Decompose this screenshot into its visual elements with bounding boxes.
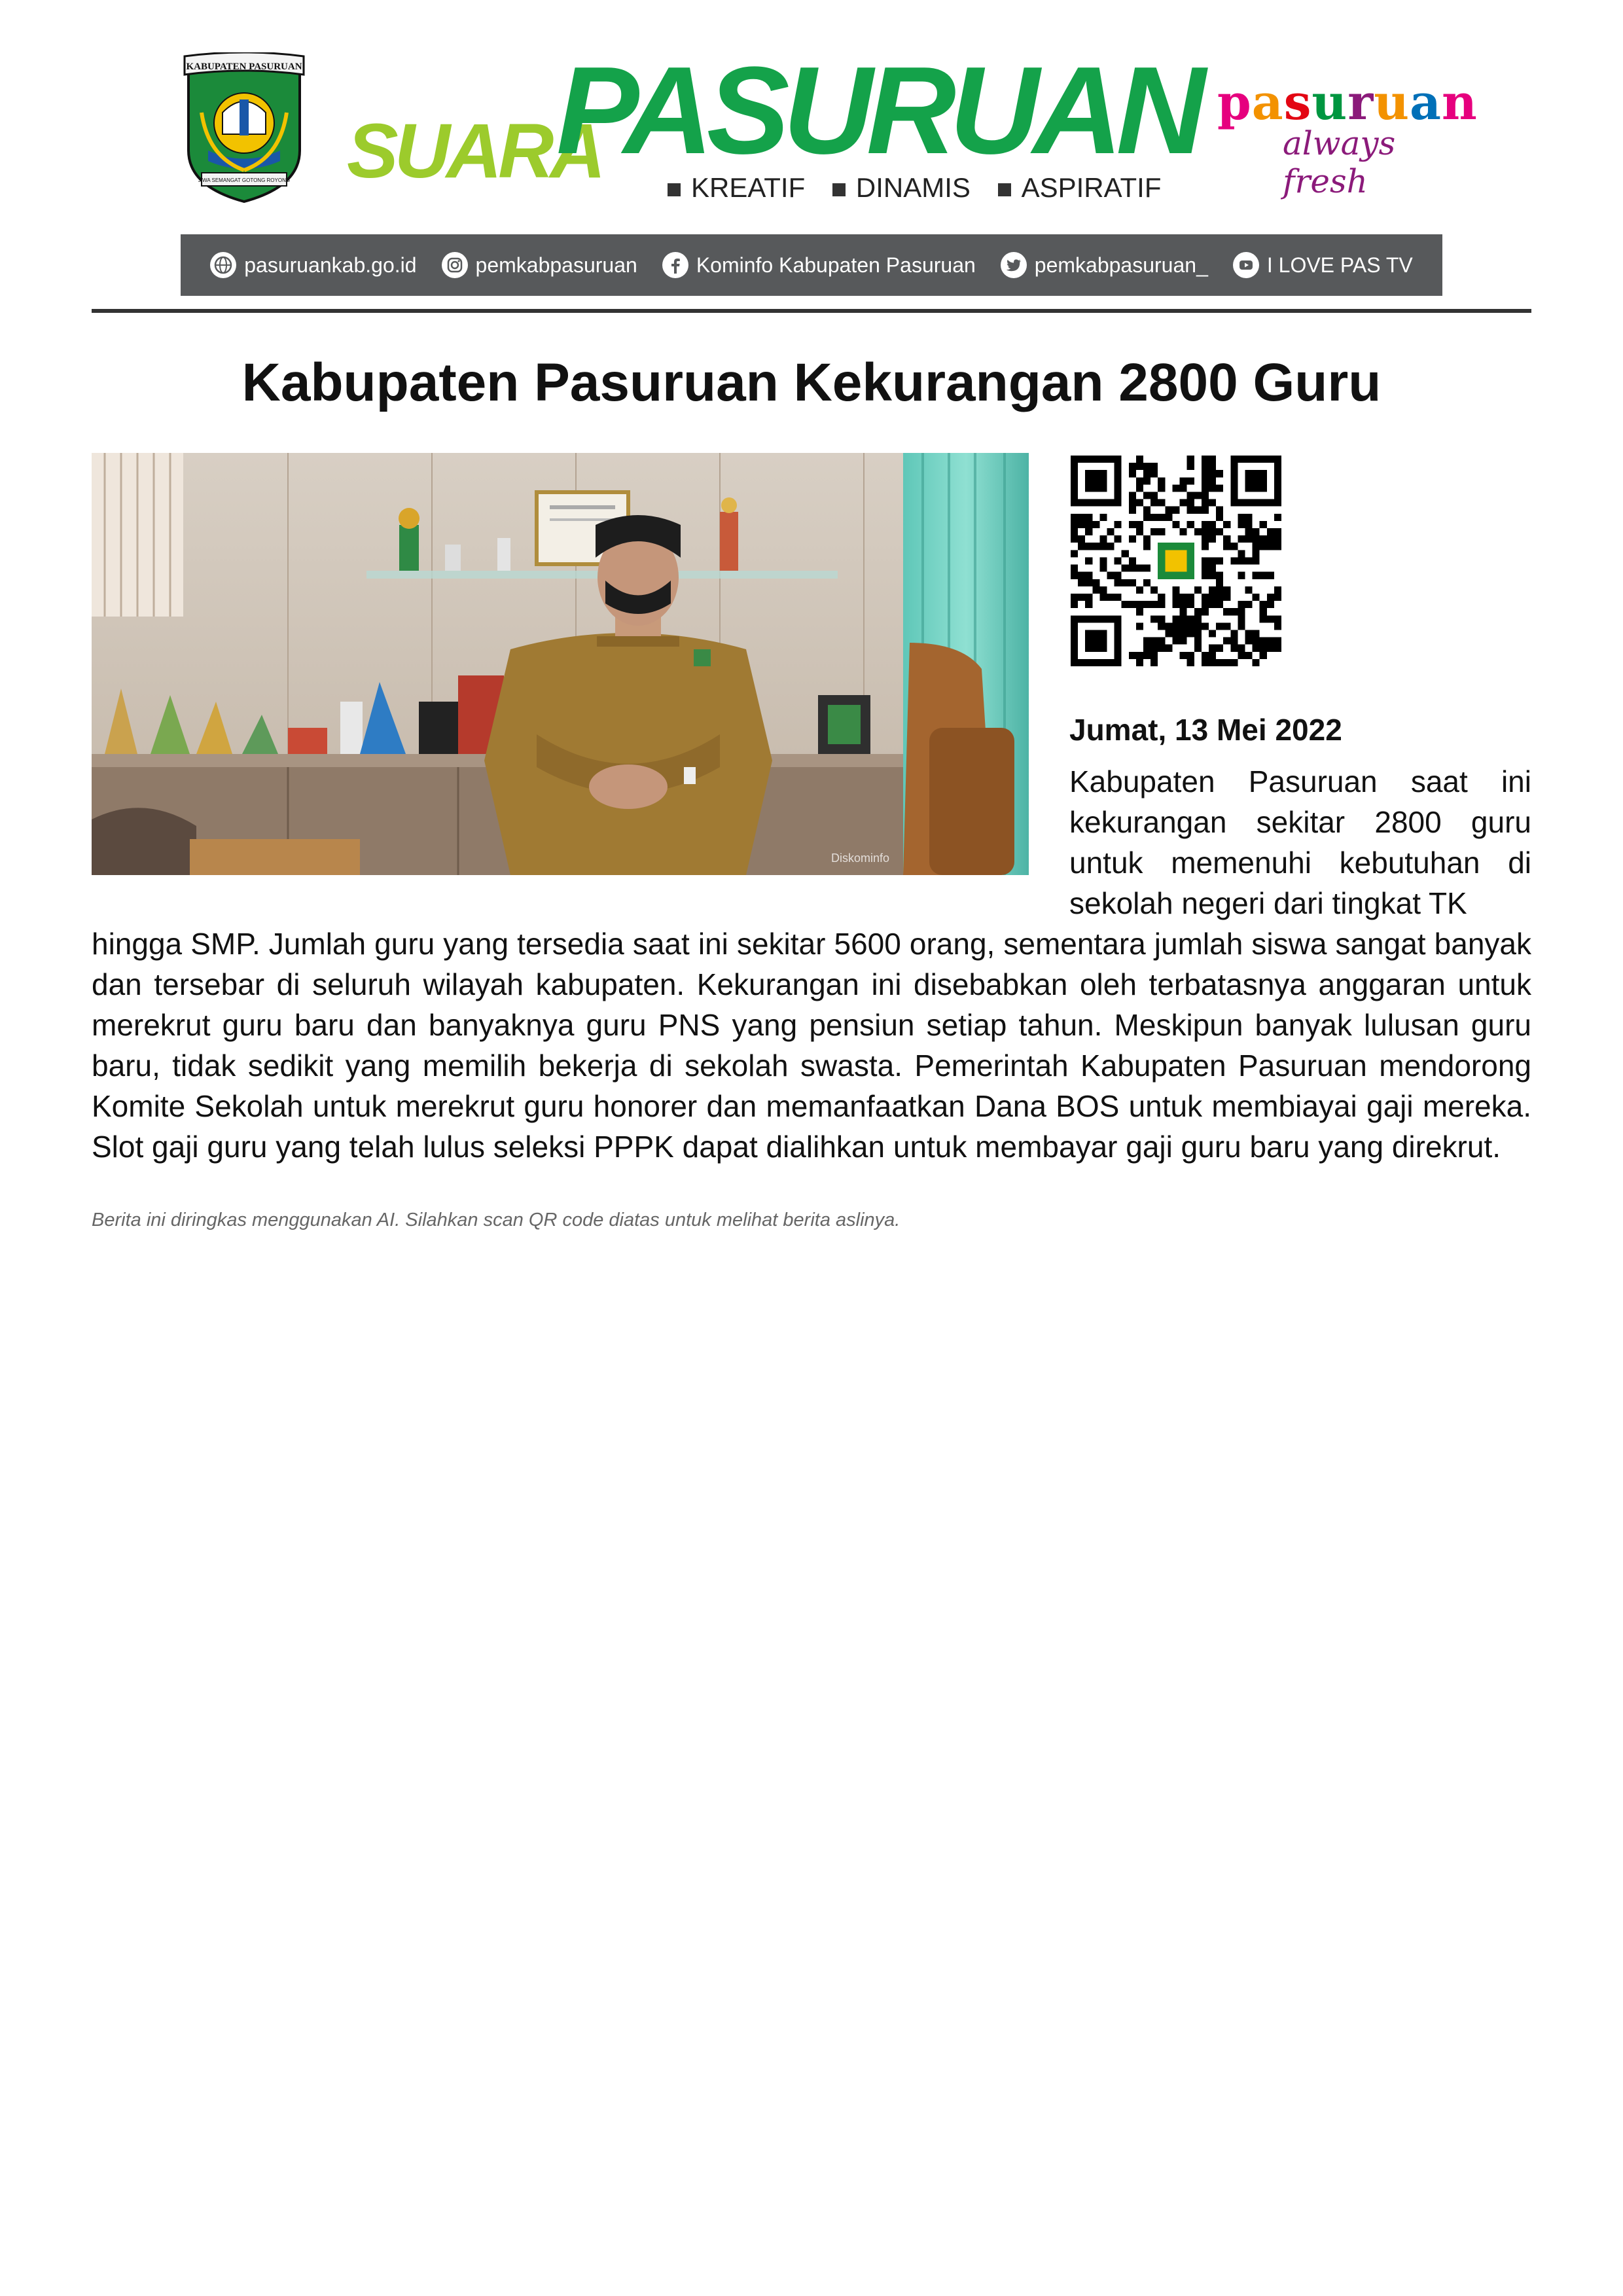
facebook-icon bbox=[662, 252, 688, 278]
article-body: hingga SMP. Jumlah guru yang tersedia saat ini sekitar 5600 orang, sementara jumlah siswa sangat banyak dan tersebar di seluruh wilayah kabupaten. Kekurangan ini disebabkan oleh terbatasnya anggaran untuk merekrut guru baru dan banyaknya guru PNS yang pensiun setiap tahun. Meskipun banyak lulusan guru baru, tidak sedikit yang memilih bekerja di sekolah swasta. Pemerintah Kabupaten Pasuruan mendorong Komite Sekolah untuk merekrut guru honorer dan memanfaatkan Dana BOS untuk membiayai gaji mereka. Slot gaji guru yang telah lulus seleksi PPPK dapat dialihkan untuk membayar gaji guru baru yang direkrut. bbox=[92, 927, 1531, 1164]
article-title: Kabupaten Pasuruan Kekurangan 2800 Guru bbox=[241, 353, 1382, 412]
suara-pasuruan-logo bbox=[347, 41, 1200, 216]
social-twitter[interactable] bbox=[1001, 252, 1208, 278]
social-twitter-label: pemkabpasuruan_ bbox=[1034, 253, 1208, 277]
twitter-icon bbox=[1001, 252, 1027, 278]
tourism-logo-word: pasuruan bbox=[1217, 75, 1478, 131]
brand-pasuruan-text: PASURUAN bbox=[556, 41, 1200, 180]
social-youtube[interactable] bbox=[1233, 252, 1413, 278]
social-instagram[interactable] bbox=[442, 252, 637, 278]
header-divider bbox=[92, 309, 1531, 313]
social-website[interactable] bbox=[210, 252, 416, 278]
brand-suara-text: SUARA bbox=[347, 108, 602, 194]
tagline-dinamis: DINAMIS bbox=[855, 172, 971, 203]
social-facebook-label: Kominfo Kabupaten Pasuruan bbox=[696, 253, 976, 277]
article-date: Jumat, 13 Mei 2022 bbox=[1069, 713, 1342, 747]
article-body-lead: Kabupaten Pasuruan saat ini kekurangan sekitar 2800 guru untuk memenuhi kebutuhan di sekolah negeri dari tingkat TK bbox=[1069, 764, 1531, 920]
social-facebook[interactable] bbox=[662, 252, 976, 278]
crest-motto-text: JIWA SEMANGAT GOTONG ROYONG bbox=[198, 177, 291, 183]
photo-credit: Diskominfo bbox=[831, 852, 890, 865]
instagram-icon bbox=[442, 252, 468, 278]
tourism-logo-tag: always fresh bbox=[1283, 124, 1396, 200]
youtube-icon bbox=[1233, 252, 1259, 278]
ai-summary-note: Berita ini diringkas menggunakan AI. Silahkan scan QR code diatas untuk melihat berita aslinya. bbox=[92, 1210, 901, 1230]
globe-icon bbox=[210, 252, 236, 278]
crest-banner-text: KABUPATEN PASURUAN bbox=[186, 62, 302, 72]
social-youtube-label: I LOVE PAS TV bbox=[1266, 253, 1413, 277]
tagline-kreatif: KREATIF bbox=[691, 172, 806, 203]
pasuruan-always-fresh-logo bbox=[1217, 75, 1478, 200]
article-qr-code[interactable] bbox=[1071, 456, 1281, 666]
social-website-label: pasuruankab.go.id bbox=[244, 253, 417, 277]
kabupaten-crest-logo bbox=[182, 52, 306, 204]
article-photo bbox=[92, 453, 1029, 875]
brand-tagline bbox=[668, 174, 1162, 202]
tagline-aspiratif: ASPIRATIF bbox=[1021, 172, 1162, 203]
social-media-bar bbox=[181, 234, 1442, 296]
social-instagram-label: pemkabpasuruan bbox=[475, 253, 637, 277]
